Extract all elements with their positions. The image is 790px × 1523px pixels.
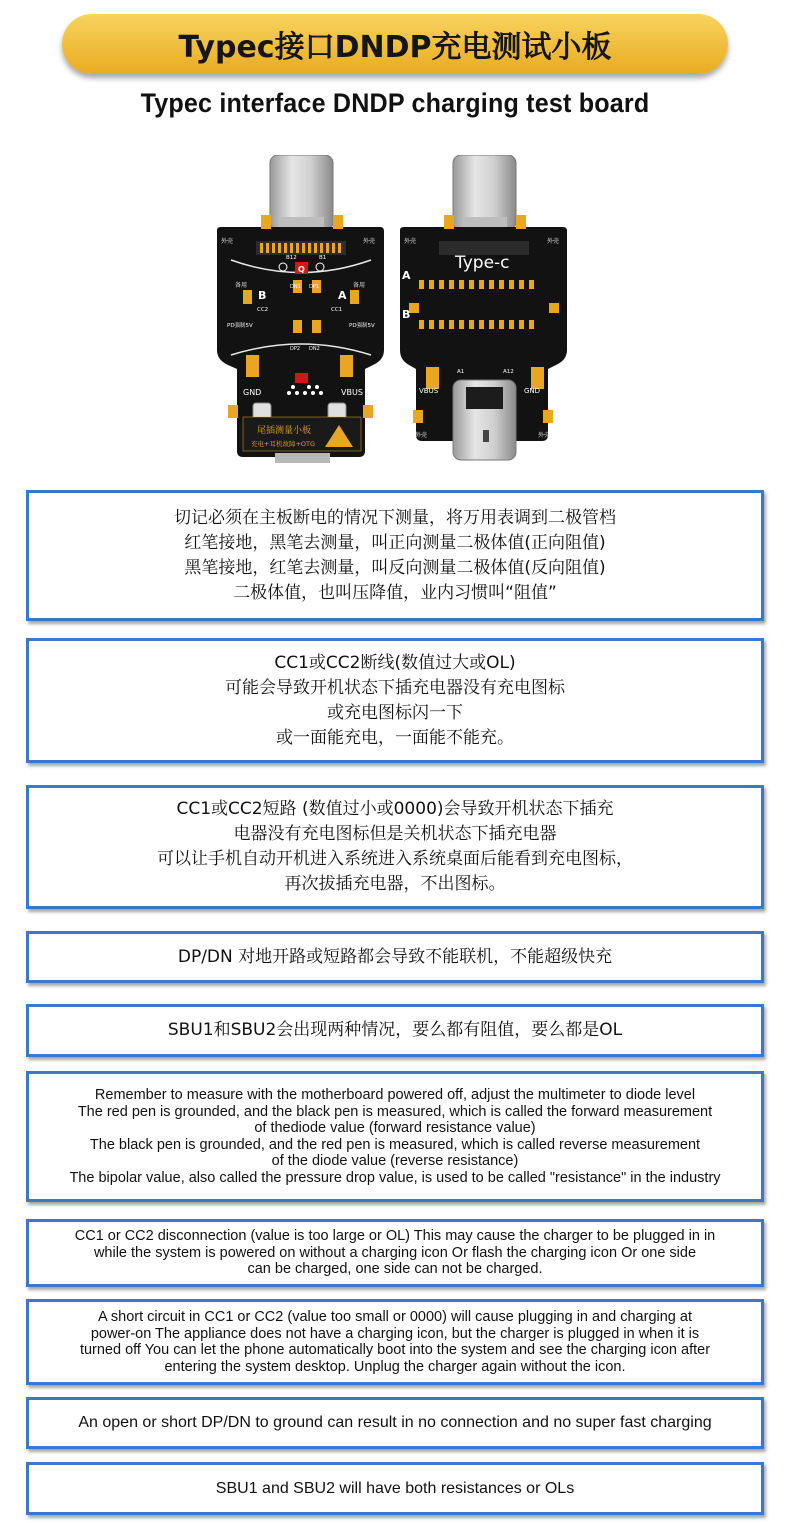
text-line: 或充电图标闪一下 — [327, 702, 463, 723]
info-box-cc-open-en — [26, 1219, 764, 1287]
left-spare-left-label: 备用 — [235, 282, 248, 289]
info-box-cc-short-en — [26, 1299, 764, 1385]
right-typec-label: Type-c — [455, 253, 510, 273]
text-line: 电器没有充电图标但是关机状态下插充电器 — [233, 824, 557, 844]
text-line: DP/DN 对地开路或短路都会导致不能联机，不能超级快充 — [177, 946, 613, 967]
text-line: Remember to measure with the motherboard powered off, adjust the multimeter to diode level — [94, 1087, 696, 1103]
left-board-name: 尾插测量小板 — [257, 426, 312, 436]
right-gnd-label: GND — [524, 387, 541, 395]
left-cc2-label: CC2 — [257, 307, 269, 313]
right-vbus-label: VBUS — [419, 387, 439, 395]
left-dp1-label: DP1 — [309, 284, 320, 290]
product-image — [213, 155, 583, 465]
page-subtitle: Typec interface DNDP charging test board — [140, 88, 650, 118]
left-dn2-label: DN2 — [309, 346, 320, 352]
right-shell-bl-label: 外壳 — [415, 432, 428, 439]
text-line: power-on The appliance does not have a charging icon, but the charger is plugged in when it is — [90, 1325, 700, 1342]
right-a12-label: A12 — [503, 369, 514, 375]
text-line: 红笔接地，黑笔去测量，叫正向测量二极体值(正向阻值) — [184, 532, 606, 553]
text-line: 再次拔插充电器，不出图标。 — [284, 874, 506, 894]
right-test-board — [400, 155, 567, 460]
info-box-diode-measure-en — [26, 1071, 764, 1202]
info-box-diode-measure-cn — [26, 490, 764, 621]
text-line: turned off You can let the phone automatically boot into the system and see the charging icon after — [79, 1342, 711, 1358]
title-banner — [62, 14, 728, 74]
text-line: 黑笔接地，红笔去测量，叫反向测量二极体值(反向阻值) — [184, 557, 606, 578]
text-line: CC1或CC2短路 (数值过小或0000)会导致开机状态下插充 — [176, 799, 614, 819]
text-line: CC1 or CC2 disconnection (value is too large or OL) This may cause the charger to be plugged in in — [74, 1228, 716, 1245]
info-box-sbu-en — [26, 1462, 764, 1515]
text-line: 切记必须在主板断电的情况下测量，将万用表调到二极管档 — [174, 507, 616, 528]
text-line: while the system is powered on without a charging icon Or flash the charging icon Or one side — [93, 1244, 697, 1261]
text-line: 可能会导致开机状态下插充电器没有充电图标 — [225, 677, 565, 698]
text-line: CC1或CC2断线(数值过大或OL) — [274, 652, 516, 673]
text-line: of the diode value (reverse resistance) — [271, 1153, 519, 1169]
text-line: 二极体值，也叫压降值，业内习惯叫“阻值” — [233, 582, 557, 603]
text-line: of thediode value (forward resistance value) — [254, 1120, 536, 1136]
left-dp2-label: DP2 — [290, 346, 301, 352]
left-b1-label: B1 — [319, 255, 327, 261]
text-line: entering the system desktop. Unplug the charger again without the icon. — [164, 1358, 626, 1375]
text-line: SBU1 and SBU2 will have both resistances or OLs — [215, 1479, 575, 1497]
left-dn1-label: DN1 — [290, 284, 301, 290]
text-line: The black pen is grounded, and the red pen is measured, which is called reverse measurement — [89, 1136, 701, 1153]
left-b12-label: B12 — [286, 255, 297, 261]
info-box-cc-open-cn — [26, 638, 764, 763]
text-line: The red pen is grounded, and the black pen is measured, which is called the forward measurement — [77, 1103, 713, 1120]
text-line: A short circuit in CC1 or CC2 (value too small or 0000) will cause plugging in and charging at — [98, 1309, 692, 1325]
text-line: can be charged, one side can not be charged. — [247, 1261, 543, 1278]
left-shell-left-label: 外壳 — [221, 238, 234, 245]
info-box-dpdn-en — [26, 1397, 764, 1449]
left-spare-right-label: 备用 — [353, 282, 366, 289]
info-box-dpdn-cn — [26, 931, 764, 983]
text-line: SBU1和SBU2会出现两种情况，要么都有阻值，要么都是OL — [167, 1020, 623, 1040]
left-pd-right-label: PD强制5V — [349, 323, 375, 329]
left-cc1-label: CC1 — [331, 307, 343, 313]
page-title: Typec接口DNDP充电测试小板 — [178, 30, 612, 65]
left-a-label: A — [338, 289, 347, 302]
left-test-board — [217, 155, 384, 463]
left-q-label: Q — [298, 265, 305, 274]
right-shell-left-label: 外壳 — [404, 238, 417, 245]
left-pd-left-label: PD强制5V — [227, 323, 253, 329]
left-board-desc: 充电+耳机故障+OTG — [251, 440, 316, 448]
text-line: 可以让手机自动开机进入系统进入系统桌面后能看到充电图标， — [157, 849, 633, 869]
text-line: The bipolar value, also called the pressure drop value, is used to be called "resistance" in the industry — [69, 1169, 721, 1186]
right-shell-br-label: 外壳 — [538, 432, 551, 439]
left-gnd-bottom-label: GND — [243, 388, 262, 397]
right-shell-right-label: 外壳 — [547, 238, 560, 245]
info-box-sbu-cn — [26, 1004, 764, 1057]
left-shell-right-label: 外壳 — [363, 238, 376, 245]
info-box-cc-short-cn — [26, 785, 764, 909]
text-line: An open or short DP/DN to ground can result in no connection and no super fast charging — [78, 1414, 712, 1431]
text-line: 或一面能充电，一面能不能充。 — [276, 727, 514, 748]
right-a1-label: A1 — [457, 369, 465, 375]
right-a-label-left: A — [402, 269, 411, 282]
left-vbus-label: VBUS — [341, 388, 363, 397]
right-b-label-left: B — [402, 308, 411, 321]
left-b-label: B — [258, 289, 267, 302]
